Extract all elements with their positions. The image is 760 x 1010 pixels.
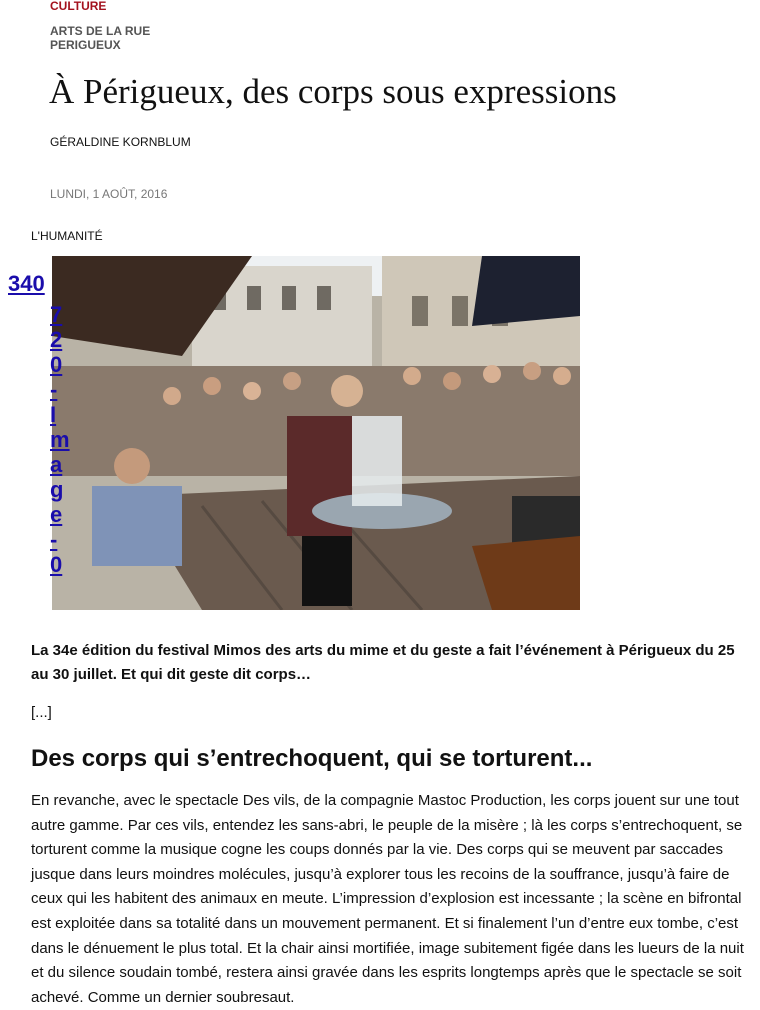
tag-perigueux[interactable]: PERIGUEUX [50, 38, 121, 52]
image-link-char: e [50, 502, 63, 527]
author-name: GÉRALDINE KORNBLUM [50, 135, 191, 149]
image-vertical-link[interactable] [50, 302, 72, 577]
truncation-marker: [...] [31, 704, 52, 721]
photo-illustration [52, 256, 580, 610]
image-link[interactable]: 340 [8, 271, 45, 296]
image-link-char: g [50, 477, 64, 502]
image-link-char: 7 [50, 302, 63, 327]
article-title: À Périgueux, des corps sous expressions [49, 72, 617, 111]
image-link-char: I [50, 402, 57, 427]
image-link-char: 0 [50, 552, 63, 577]
image-link-char: - [50, 377, 58, 402]
article-body: En revanche, avec le spectacle Des vils, de la compagnie Mastoc Production, les corps jouent sur une tout autre gamme. Par ces vils, entendez les sans-abri, le peuple de la misère ; là les corps s’entrechoquent, se torturent comme la musique cogne les coups donnés par la vie. Des corps qui se meuvent par saccades jusque dans leurs moindres molécules, jusqu’à explorer tous les recoins de la souffrance, jusqu’à faire de ceux qui les habitent des animaux en meute. L’impression d’explosion est incessante ; la scène en bifrontal est exploitée dans sa totalité dans un mouvement permanent. Et si finalement l’un d’entre eux tombe, c’est dans le dénuement le plus total. Et la chair ainsi mortifiée, image subitement figée dans les lueurs de la nuit et du silence soudain tombé, restera ainsi gravée dans les esprits longtemps après que le spectacle se soit achevé. Comme un dernier soubresaut. [31, 792, 744, 1006]
article-lead: La 34e édition du festival Mimos des arts du mime et du geste a fait l’événement à Périgueux du 25 au 30 juillet. Et qui dit geste dit corps… [31, 642, 735, 683]
image-link-char: a [50, 452, 63, 477]
image-link-char: - [50, 527, 58, 552]
article-photo [52, 256, 580, 610]
rubric-label[interactable]: CULTURE [50, 0, 107, 13]
image-link-char: 2 [50, 327, 63, 352]
image-link-char: m [50, 427, 70, 452]
tag-arts-de-la-rue[interactable]: ARTS DE LA RUE [50, 24, 151, 38]
image-link-char: 0 [50, 352, 63, 377]
section-subheading: Des corps qui s’entrechoquent, qui se torturent... [31, 745, 593, 772]
tag-list [50, 24, 150, 52]
publish-date: LUNDI, 1 AOÛT, 2016 [50, 187, 168, 201]
source-name: L'HUMANITÉ [31, 229, 103, 243]
